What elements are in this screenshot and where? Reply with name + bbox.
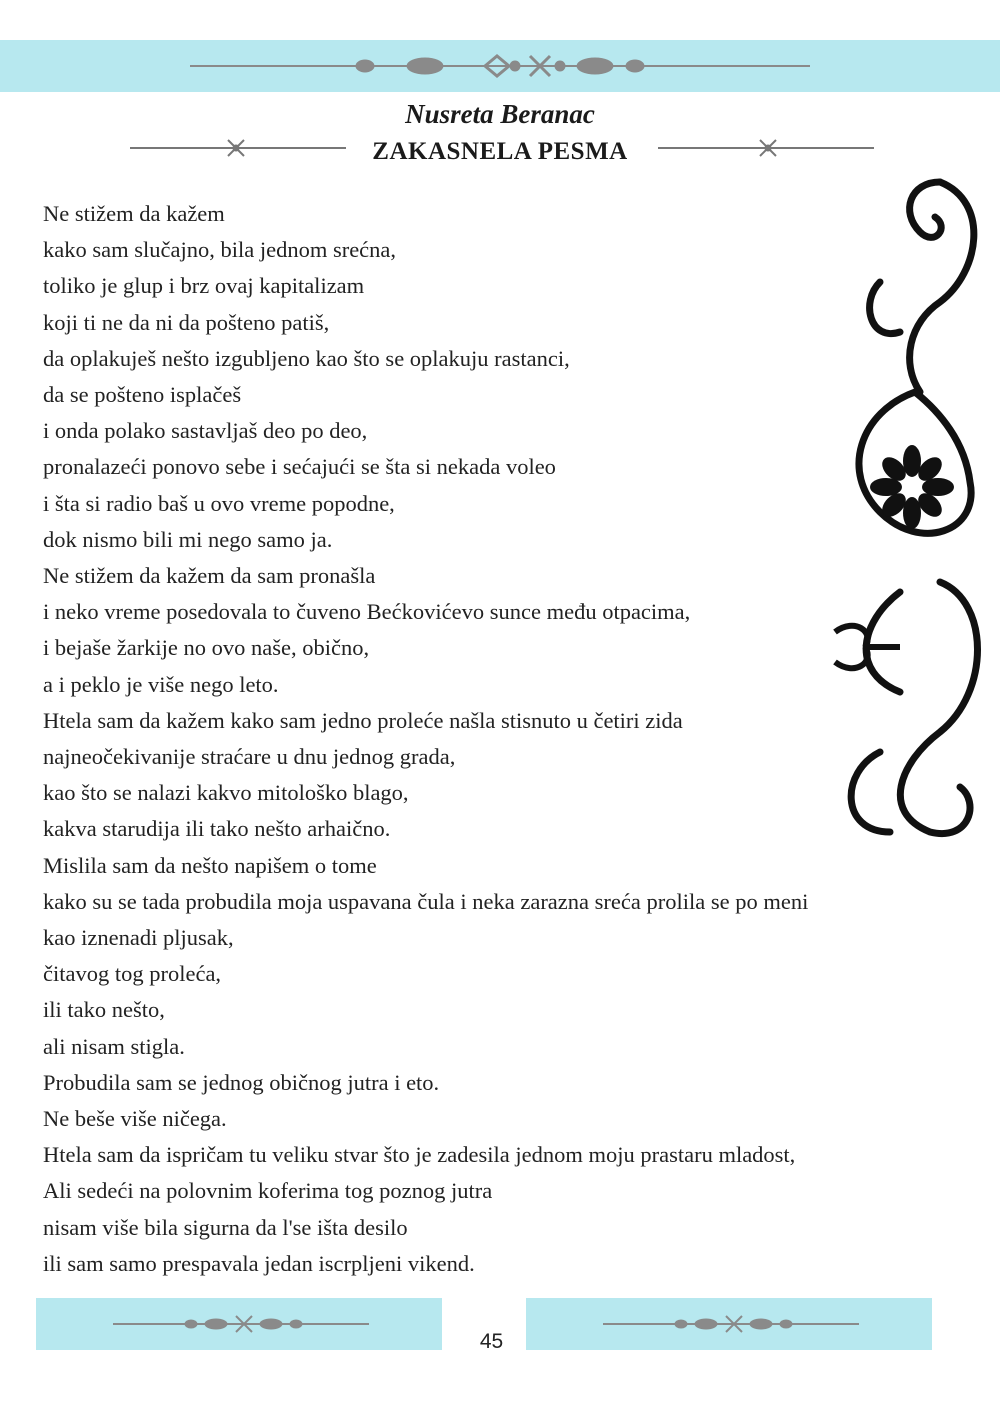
poem-line: toliko je glup i brz ovaj kapitalizam xyxy=(43,273,365,299)
poem-line: kao iznenadi pljusak, xyxy=(43,925,234,951)
poem-line: i neko vreme posedovala to čuveno Bećkovićevo sunce među otpacima, xyxy=(43,599,691,625)
poem-line: kakva starudija ili tako nešto arhaično. xyxy=(43,816,391,842)
poem-line: Ne beše više ničega. xyxy=(43,1106,227,1132)
poem-line: čitavog tog proleća, xyxy=(43,961,222,987)
poem-line: dok nismo bili mi nego samo ja. xyxy=(43,526,333,552)
poem-line: ili tako nešto, xyxy=(43,997,165,1023)
poem-line: Htela sam da kažem kako sam jedno proleće našla stisnuto u četiri zida xyxy=(43,707,683,733)
poem-line: ali nisam stigla. xyxy=(43,1033,185,1059)
poem-line: kako sam slučajno, bila jednom srećna, xyxy=(43,237,397,263)
poem-line: koji ti ne da ni da pošteno patiš, xyxy=(43,309,330,335)
poem-line: Ne stižem da kažem da sam pronašla xyxy=(43,563,376,589)
poem-line: i onda polako sastavljaš deo po deo, xyxy=(43,418,368,444)
poem-line: Htela sam da ispričam tu veliku stvar što je zadesila jednom moju prastaru mladost, xyxy=(43,1142,796,1168)
author-name: Nusreta Beranac xyxy=(405,99,595,129)
flourish-divider-icon xyxy=(185,48,815,84)
page-number: 45 xyxy=(479,1330,504,1353)
poem-line: Probudila sam se jednog običnog jutra i eto. xyxy=(43,1069,440,1095)
poem-line: Ali sedeći na polovnim koferima tog poznog jutra xyxy=(43,1178,493,1204)
top-decorative-band xyxy=(0,40,1000,92)
poem-line: da se pošteno isplačeš xyxy=(43,382,242,408)
poem-body xyxy=(43,196,963,1282)
poem-line: Ne stižem da kažem xyxy=(43,201,225,226)
poem-line: da oplakuješ nešto izgubljeno kao što se oplakuju rastanci, xyxy=(43,345,570,371)
poem-line: pronalazeći ponovo sebe i sećajući se šta si nekada voleo xyxy=(43,454,556,480)
poem-line: Mislila sam da nešto napišem o tome xyxy=(43,852,377,878)
poem-line: nisam više bila sigurna da l'se išta desilo xyxy=(43,1214,408,1240)
poem-line: kako su se tada probudila moja uspavana čula i neka zarazna sreća prolila se po meni xyxy=(43,888,809,914)
poem-line: najneočekivanije straćare u dnu jednog grada, xyxy=(43,744,456,770)
title-row xyxy=(0,136,1000,172)
poem-line: i bejaše žarkije no ovo naše, obično, xyxy=(43,635,370,661)
poem-line: ili sam samo prespavala jedan iscrpljeni vikend. xyxy=(43,1250,475,1276)
poem-line: kao što se nalazi kakvo mitološko blago, xyxy=(43,780,409,806)
poem-line: i šta si radio baš u ovo vreme popodne, xyxy=(43,490,395,516)
arrow-flourish-icon xyxy=(656,136,876,160)
poem-line: a i peklo je više nego leto. xyxy=(43,671,279,697)
poem-title: ZAKASNELA PESMA xyxy=(372,138,628,165)
